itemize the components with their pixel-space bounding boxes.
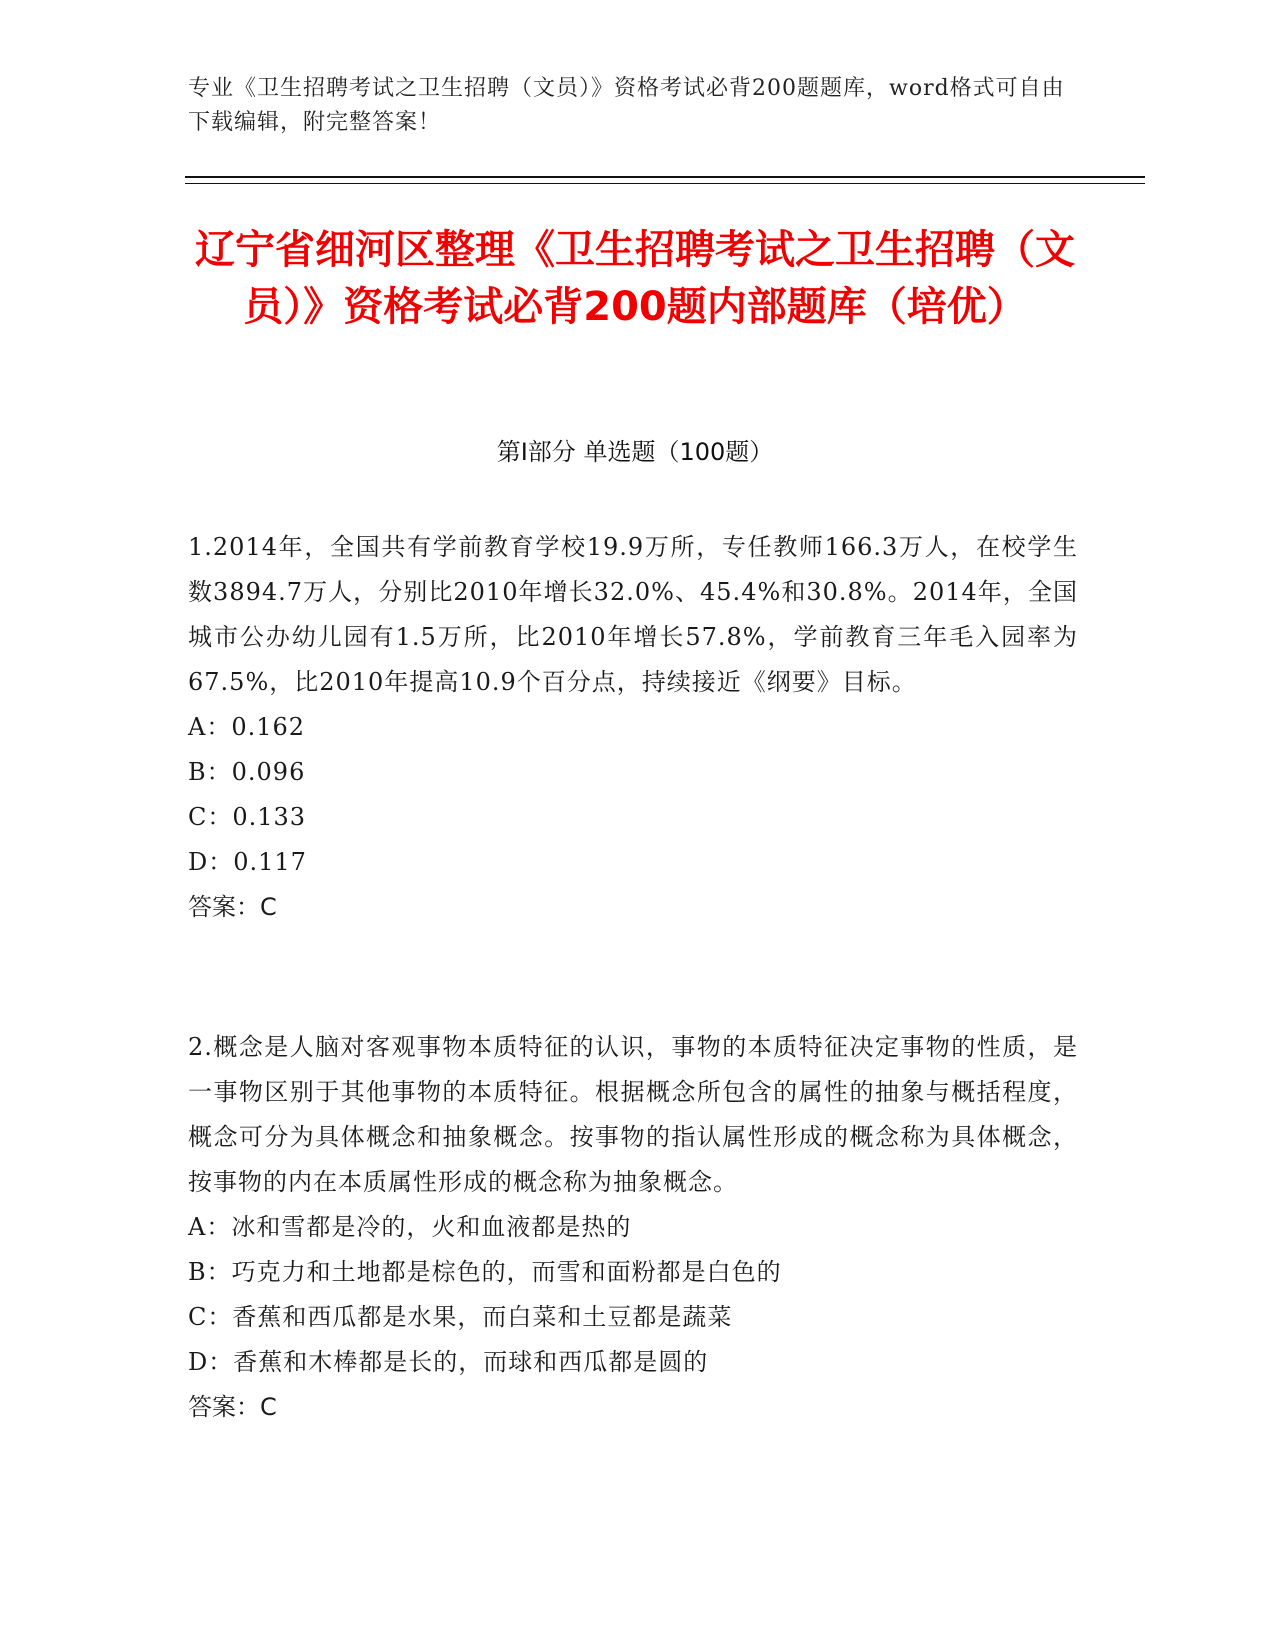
question-stem: 1.2014年，全国共有学前教育学校19.9万所，专任教师166.3万人，在校学生数3894.7万人，分别比2010年增长32.0%、45.4%和30.8%。2014年，全国城市公办幼儿园有1.5万所，比2010年增长57.8%，学前教育三年毛入园率为67.5%，比2010年提高10.9个百分点，持续接近《纲要》目标。 [188, 533, 1078, 696]
answer: 答案：C [188, 1393, 277, 1421]
question-2 [188, 1025, 1078, 1430]
option-a: A：冰和雪都是冷的，火和血液都是热的 [188, 1213, 632, 1241]
option-d: D：香蕉和木棒都是长的，而球和西瓜都是圆的 [188, 1348, 709, 1376]
question-1 [188, 525, 1078, 930]
option-b: B：巧克力和土地都是棕色的，而雪和面粉都是白色的 [188, 1258, 782, 1286]
option-d: D：0.117 [188, 848, 307, 876]
answer: 答案：C [188, 893, 277, 921]
question-stem: 2.概念是人脑对客观事物本质特征的认识，事物的本质特征决定事物的性质，是一事物区别于其他事物的本质特征。根据概念所包含的属性的抽象与概括程度，概念可分为具体概念和抽象概念。按事物的指认属性形成的概念称为具体概念，按事物的内在本质属性形成的概念称为抽象概念。 [188, 1033, 1078, 1196]
option-b: B：0.096 [188, 758, 306, 786]
header-rule-thin [185, 183, 1145, 184]
option-c: C：香蕉和西瓜都是水果，而白菜和土豆都是蔬菜 [188, 1303, 733, 1331]
option-a: A：0.162 [188, 713, 306, 741]
option-c: C：0.133 [188, 803, 307, 831]
header-note: 专业《卫生招聘考试之卫生招聘（文员）》资格考试必背200题题库，word格式可自由下载编辑，附完整答案！ [188, 76, 1065, 135]
document-title: 辽宁省细河区整理《卫生招聘考试之卫生招聘（文员）》资格考试必背200题内部题库（培优） [195, 227, 1075, 330]
section-heading: 第Ⅰ部分 单选题（100题） [496, 438, 774, 466]
header-rule-thick [185, 176, 1145, 178]
